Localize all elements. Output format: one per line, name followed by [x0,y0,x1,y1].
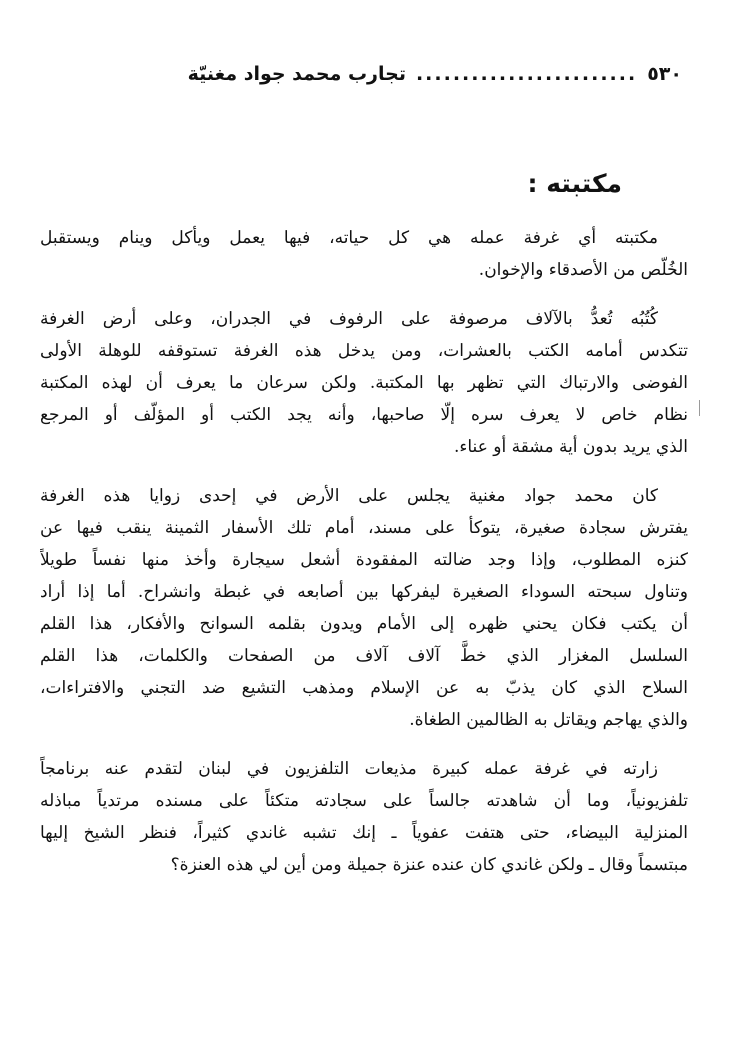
paragraph [40,480,688,736]
text-line: نظام خاص لا يعرف سره إلّا صاحبها، وأنه يجد الكتب أو المؤلّف أو المرجع [40,405,688,425]
text-line: تلفزيونياً، وما أن شاهدته جالساً على سجادته متكئاً على مسنده مرتدياً مباذله [40,791,688,811]
text-line: تتكدس أمامه الكتب بالعشرات، ومن يدخل هذه الغرفة تستوقفه للوهلة الأولى [40,341,688,361]
text-line: أن يكتب فكان يحني ظهره إلى الأمام ويدون بقلمه السوانح والأفكار، هذا القلم [40,614,688,634]
page-number: ٥٣٠ [647,63,682,85]
text-line: السلاح الذي كان يذبّ به عن الإسلام ومذهب التشيع ضد التجني والافتراءات، [40,678,688,698]
text-line: والذي يهاجم ويقاتل به الظالمين الطغاة. [409,710,688,730]
paragraph [40,303,688,463]
text-line: زارته في غرفة عمله كبيرة مذيعات التلفزيون في لبنان لتقدم عنه برنامجاً [40,759,658,779]
paragraph [40,753,688,881]
paragraph [40,222,688,286]
text-line: السلسل المغزار الذي خطَّ آلاف آلاف من الصفحات والكلمات، هذا القلم [40,646,688,666]
text-line: الذي يريد بدون أية مشقة أو عناء. [453,437,688,457]
text-line: مبتسماً وقال ـ ولكن غاندي كان عنده عنزة جميلة ومن أين لي هذه العنزة؟ [170,855,688,875]
text-line: يفترش سجادة صغيرة، يتوكأ على مسند، أمام تلك الأسفار الثمينة ينقب فيها عن [40,518,688,538]
text-line: الفوضى والارتباك التي تظهر بها المكتبة. ولكن سرعان ما يعرف أن لهذه المكتبة [40,373,688,393]
text-line: وتناول سبحته السوداء الصغيرة ليفركها بين أصابعه في غبطة وانشراح. أما إذا أراد [40,582,688,602]
section-heading: مكتبته : [527,169,622,198]
margin-mark [699,400,700,416]
text-line: مكتبته أي غرفة عمله هي كل حياته، فيها يعمل ويأكل وينام ويستقبل [40,228,658,248]
text-line: كان محمد جواد مغنية يجلس على الأرض في إحدى زوايا هذه الغرفة [40,486,658,506]
text-line: كُتُبُه تُعدُّ بالآلاف مرصوفة على الرفوف في الجدران، وعلى أرض الغرفة [40,309,658,329]
running-header [34,56,682,92]
text-line: المنزلية البيضاء، حتى هتفت عفوياً ـ إنك تشبه غاندي كثيراً، فنظر الشيخ إليها [40,823,688,843]
text-line: الخُلّص من الأصدقاء والإخوان. [478,260,688,280]
body-text [40,222,688,898]
dot-leader: ........................ [415,63,638,85]
book-title: تجارب محمد جواد مغنيّة [187,63,406,85]
text-line: كنزه المطلوب، وإذا وجد ضالته المفقودة أشعل سيجارة وأخذ منها نفساً طويلاً [40,550,688,570]
